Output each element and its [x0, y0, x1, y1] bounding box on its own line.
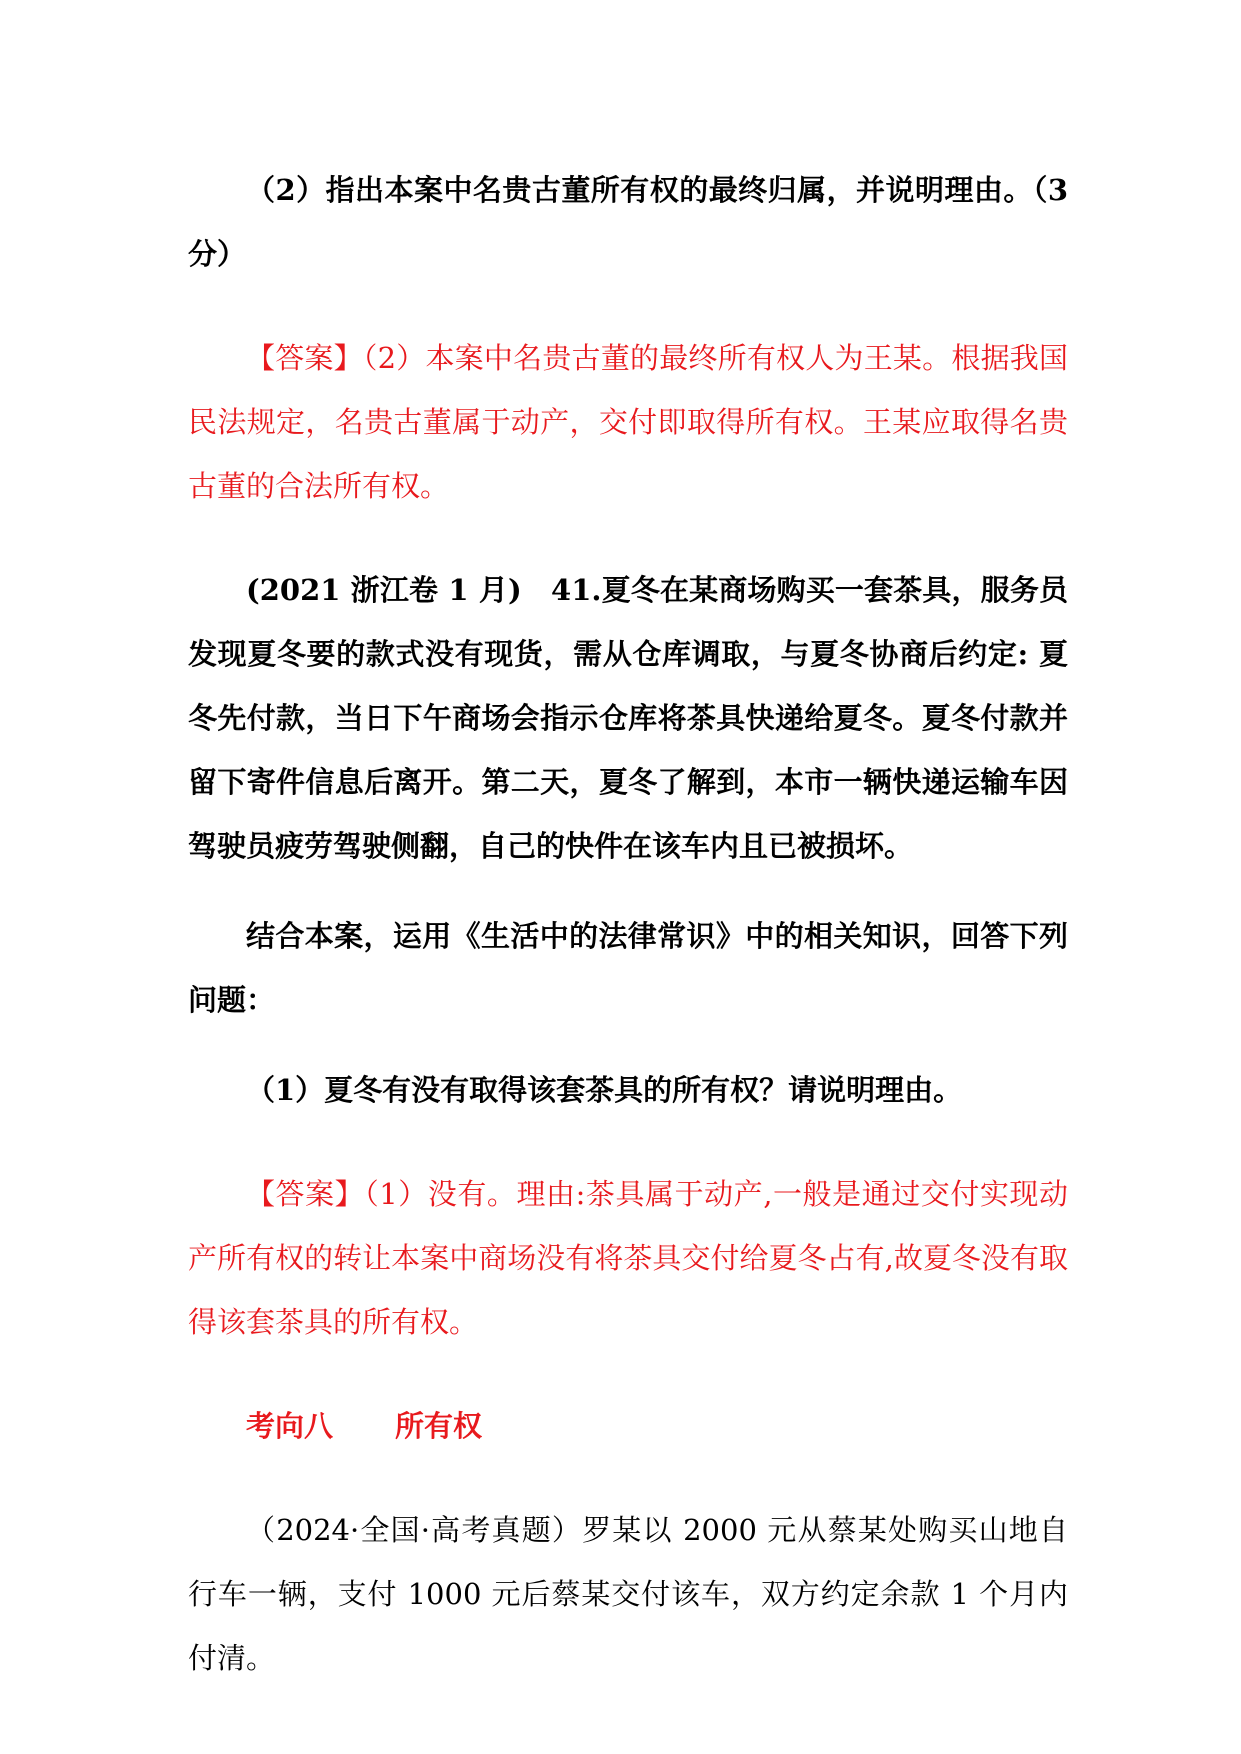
answer-tag: 【答案】	[246, 1177, 365, 1211]
document-page	[188, 158, 1068, 1690]
case-2021-paragraph: (2021 浙江卷 1 月) 41.夏冬在某商场购买一套茶具，服务员发现夏冬要的款式没有现货，需从仓库调取，与夏冬协商后约定: 夏冬先付款，当日下午商场会指示仓库将茶具快递给夏冬。夏冬付款并留下寄件信息后离开。第二天，夏冬了解到，本市一辆快递运输车因驾驶员疲劳驾驶侧翻，自己的快件在该车内且已被损坏。	[188, 573, 1068, 863]
question-2: （2）指出本案中名贵古董所有权的最终归属，并说明理由。（3分）	[188, 173, 1068, 271]
question-1: （1）夏冬有没有取得该套茶具的所有权？请说明理由。	[246, 1073, 963, 1107]
answer-1	[188, 1162, 1068, 1354]
answer-2	[188, 326, 1068, 518]
section-title: 所有权	[395, 1409, 483, 1443]
instruction-paragraph: 结合本案，运用《生活中的法律常识》中的相关知识，回答下列问题：	[188, 919, 1068, 1017]
answer-text: （1）没有。理由:茶具属于动产,一般是通过交付实现动产所有权的转让本案中商场没有将茶具交付给夏冬占有,故夏冬没有取得该套茶具的所有权。	[188, 1177, 1068, 1339]
case-2024-paragraph: （2024·全国·高考真题）罗某以 2000 元从蔡某处购买山地自行车一辆，支付 1000 元后蔡某交付该车，双方约定余款 1 个月内付清。	[188, 1513, 1068, 1675]
answer-tag: 【答案】	[246, 341, 363, 375]
section-heading	[188, 1394, 1068, 1458]
section-label: 考向八	[246, 1409, 334, 1443]
answer-text: （2）本案中名贵古董的最终所有权人为王某。根据我国民法规定，名贵古董属于动产，交付即取得所有权。王某应取得名贵古董的合法所有权。	[188, 341, 1068, 503]
